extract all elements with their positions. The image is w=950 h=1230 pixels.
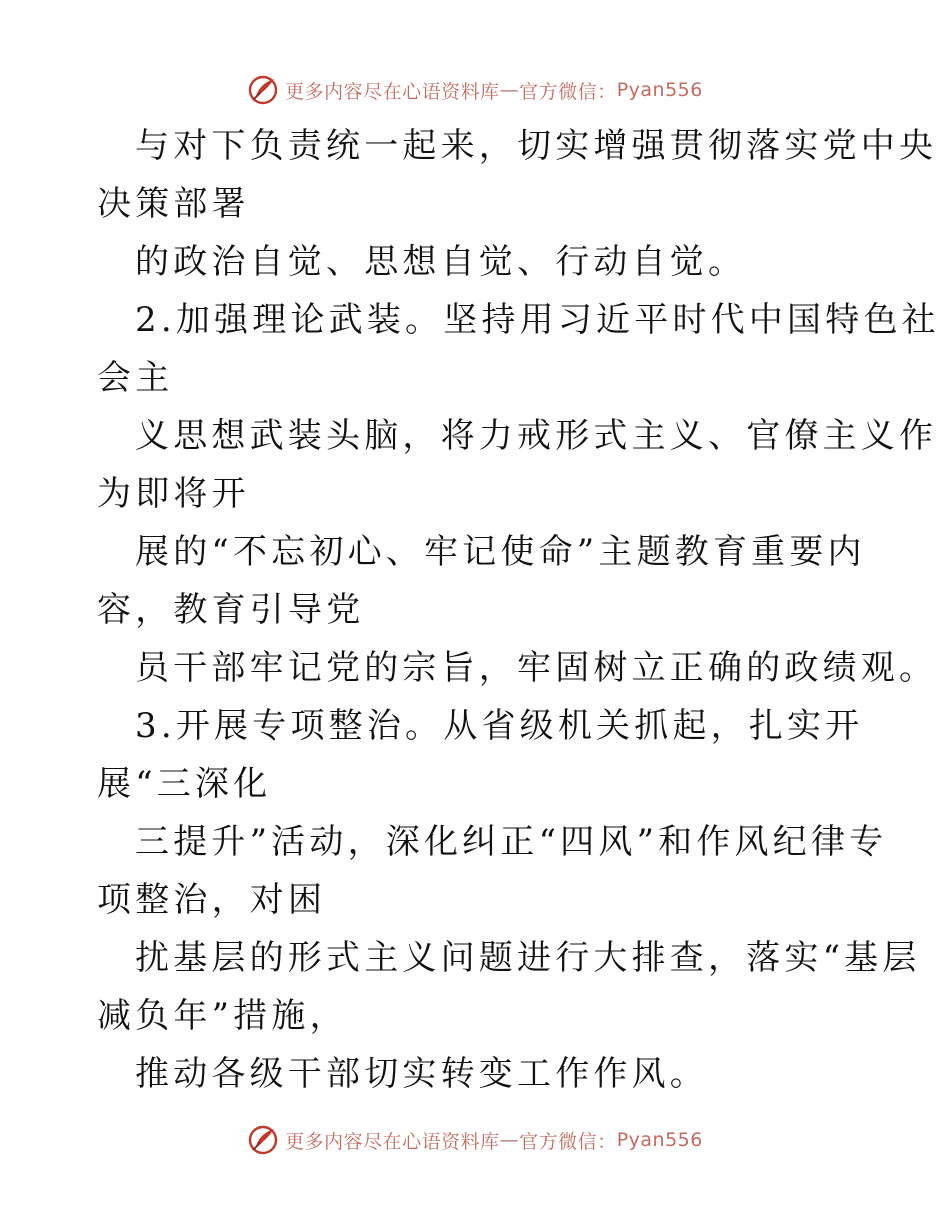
watermark-brand: 更多内容尽在心语资料库	[285, 1130, 500, 1153]
text-line: 的政治自觉、思想自觉、行动自觉。	[135, 242, 747, 282]
text-line: 减负年”措施，	[97, 996, 348, 1036]
watermark-official-label: 官方微信：	[519, 1130, 617, 1153]
watermark-account: Pyan556	[616, 79, 703, 101]
text-line: 三提升”活动，深化纠正“四风”和作风纪律专	[135, 822, 888, 862]
text-line: 决策部署	[97, 184, 250, 224]
text-line: 展“三深化	[97, 764, 272, 804]
watermark-brand: 更多内容尽在心语资料库	[285, 80, 500, 103]
header-watermark	[0, 70, 950, 110]
text-line: 2.加强理论武装。坚持用习近平时代中国特色社	[135, 300, 940, 340]
text-line: 义思想武装头脑，将力戒形式主义、官僚主义作	[135, 416, 938, 456]
text-line: 项整治，对困	[97, 880, 327, 920]
feather-quill-logo-icon	[247, 74, 279, 106]
text-line: 展的“不忘初心、牢记使命”主题教育重要内	[135, 532, 866, 572]
text-line: 扰基层的形式主义问题进行大排查，落实“基层	[135, 938, 921, 978]
text-line: 3.开展专项整治。从省级机关抓起，扎实开	[135, 706, 864, 746]
text-line: 为即将开	[97, 474, 250, 514]
text-line: 推动各级干部切实转变工作作风。	[135, 1054, 708, 1094]
watermark-separator: —	[499, 79, 520, 101]
document-body	[97, 117, 940, 1103]
footer-watermark	[0, 1120, 950, 1160]
text-line: 与对下负责统一起来，切实增强贯彻落实党中央	[135, 126, 938, 166]
watermark-separator: —	[499, 1129, 520, 1151]
text-line: 员干部牢记党的宗旨，牢固树立正确的政绩观。	[135, 648, 938, 688]
watermark-account: Pyan556	[616, 1129, 703, 1151]
text-line: 会主	[97, 358, 174, 398]
feather-quill-logo-icon	[247, 1124, 279, 1156]
watermark-official-label: 官方微信：	[519, 80, 617, 103]
text-line: 容，教育引导党	[97, 590, 365, 630]
